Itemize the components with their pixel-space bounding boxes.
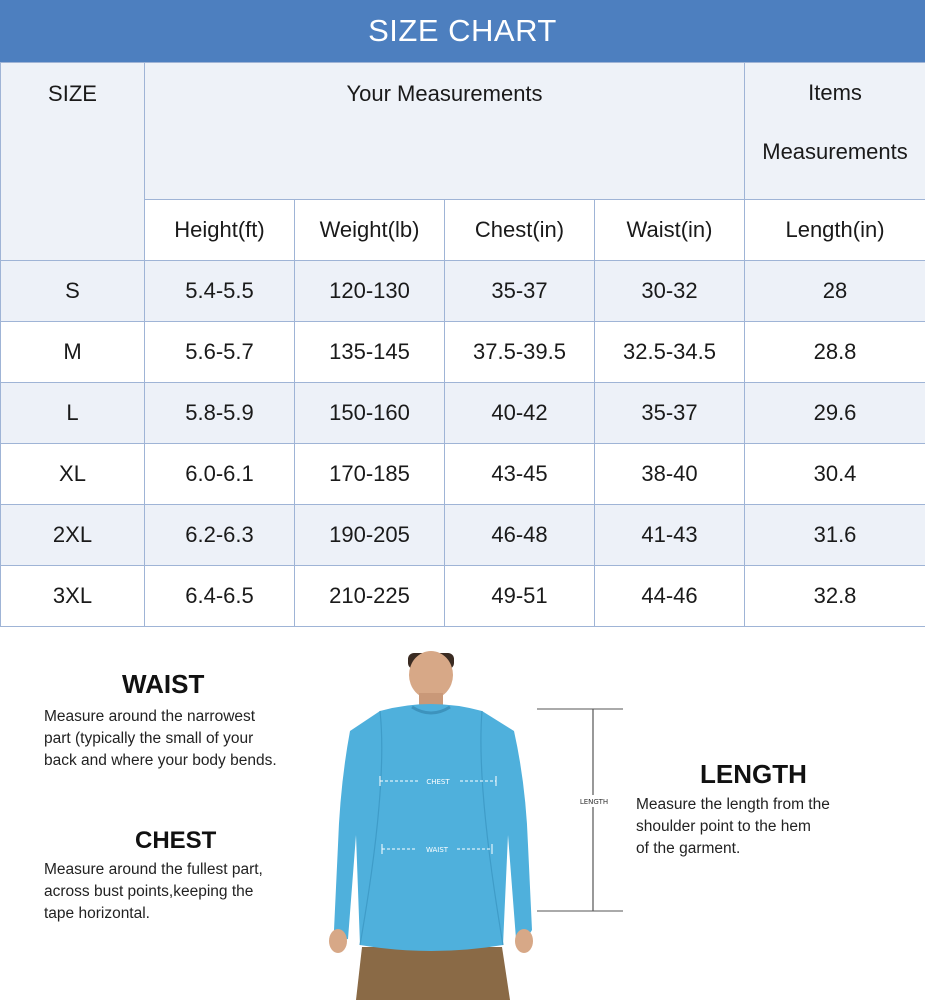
header-items-measurements xyxy=(745,63,925,200)
cell-waist: 32.5-34.5 xyxy=(595,322,745,383)
header-weight: Weight(lb) xyxy=(295,200,445,261)
cell-length: 29.6 xyxy=(745,383,925,444)
size-chart-table xyxy=(0,62,925,627)
waist-desc-line: part (typically the small of your xyxy=(44,730,254,747)
cell-size: 3XL xyxy=(1,566,145,627)
length-desc-line: of the garment. xyxy=(636,840,741,857)
length-title: LENGTH xyxy=(700,759,807,789)
cell-chest: 43-45 xyxy=(445,444,595,505)
cell-size: M xyxy=(1,322,145,383)
cell-size: L xyxy=(1,383,145,444)
header-length: Length(in) xyxy=(745,200,925,261)
cell-height: 6.2-6.3 xyxy=(145,505,295,566)
size-chart-title: SIZE CHART xyxy=(0,0,925,62)
cell-length: 32.8 xyxy=(745,566,925,627)
table-row xyxy=(1,322,925,383)
waist-description xyxy=(44,706,277,772)
cell-length: 31.6 xyxy=(745,505,925,566)
cell-height: 5.4-5.5 xyxy=(145,261,295,322)
header-chest: Chest(in) xyxy=(445,200,595,261)
waist-desc-line: back and where your body bends. xyxy=(44,752,277,769)
pants xyxy=(356,947,510,1000)
cell-waist: 30-32 xyxy=(595,261,745,322)
header-size: SIZE xyxy=(1,63,145,261)
chest-title: CHEST xyxy=(135,827,217,854)
cell-size: 2XL xyxy=(1,505,145,566)
chest-desc-line: tape horizontal. xyxy=(44,905,150,922)
cell-chest: 46-48 xyxy=(445,505,595,566)
cell-length: 28 xyxy=(745,261,925,322)
waist-figure-label: WAIST xyxy=(425,846,449,854)
header-row-main xyxy=(1,63,925,200)
cell-size: XL xyxy=(1,444,145,505)
cell-weight: 150-160 xyxy=(295,383,445,444)
chest-figure-label: CHEST xyxy=(426,778,450,786)
cell-chest: 40-42 xyxy=(445,383,595,444)
waist-desc-line: Measure around the narrowest xyxy=(44,708,256,725)
cell-length: 30.4 xyxy=(745,444,925,505)
header-waist: Waist(in) xyxy=(595,200,745,261)
shirt xyxy=(329,704,533,953)
table-row xyxy=(1,444,925,505)
length-description xyxy=(636,794,830,860)
length-desc-line: Measure the length from the xyxy=(636,796,830,813)
cell-waist: 38-40 xyxy=(595,444,745,505)
cell-chest: 37.5-39.5 xyxy=(445,322,595,383)
header-items-line1: Items xyxy=(808,80,862,105)
model-figure xyxy=(320,645,650,1000)
cell-height: 6.0-6.1 xyxy=(145,444,295,505)
cell-weight: 190-205 xyxy=(295,505,445,566)
chest-desc-line: across bust points,keeping the xyxy=(44,883,254,900)
table-row xyxy=(1,261,925,322)
chest-description xyxy=(44,859,263,925)
cell-chest: 49-51 xyxy=(445,566,595,627)
table-row xyxy=(1,383,925,444)
measurement-guide xyxy=(0,605,925,1000)
header-your-measurements: Your Measurements xyxy=(145,63,745,200)
head xyxy=(408,651,454,707)
chest-desc-line: Measure around the fullest part, xyxy=(44,861,263,878)
length-figure-label: LENGTH xyxy=(579,798,609,806)
cell-waist: 41-43 xyxy=(595,505,745,566)
cell-weight: 170-185 xyxy=(295,444,445,505)
cell-waist: 35-37 xyxy=(595,383,745,444)
length-desc-line: shoulder point to the hem xyxy=(636,818,811,835)
waist-title: WAIST xyxy=(122,669,205,699)
cell-size: S xyxy=(1,261,145,322)
cell-chest: 35-37 xyxy=(445,261,595,322)
header-items-line2: Measurements xyxy=(762,139,908,164)
cell-height: 5.8-5.9 xyxy=(145,383,295,444)
cell-length: 28.8 xyxy=(745,322,925,383)
cell-height: 5.6-5.7 xyxy=(145,322,295,383)
cell-waist: 44-46 xyxy=(595,566,745,627)
cell-height: 6.4-6.5 xyxy=(145,566,295,627)
table-row xyxy=(1,505,925,566)
cell-weight: 135-145 xyxy=(295,322,445,383)
cell-weight: 120-130 xyxy=(295,261,445,322)
cell-weight: 210-225 xyxy=(295,566,445,627)
header-height: Height(ft) xyxy=(145,200,295,261)
